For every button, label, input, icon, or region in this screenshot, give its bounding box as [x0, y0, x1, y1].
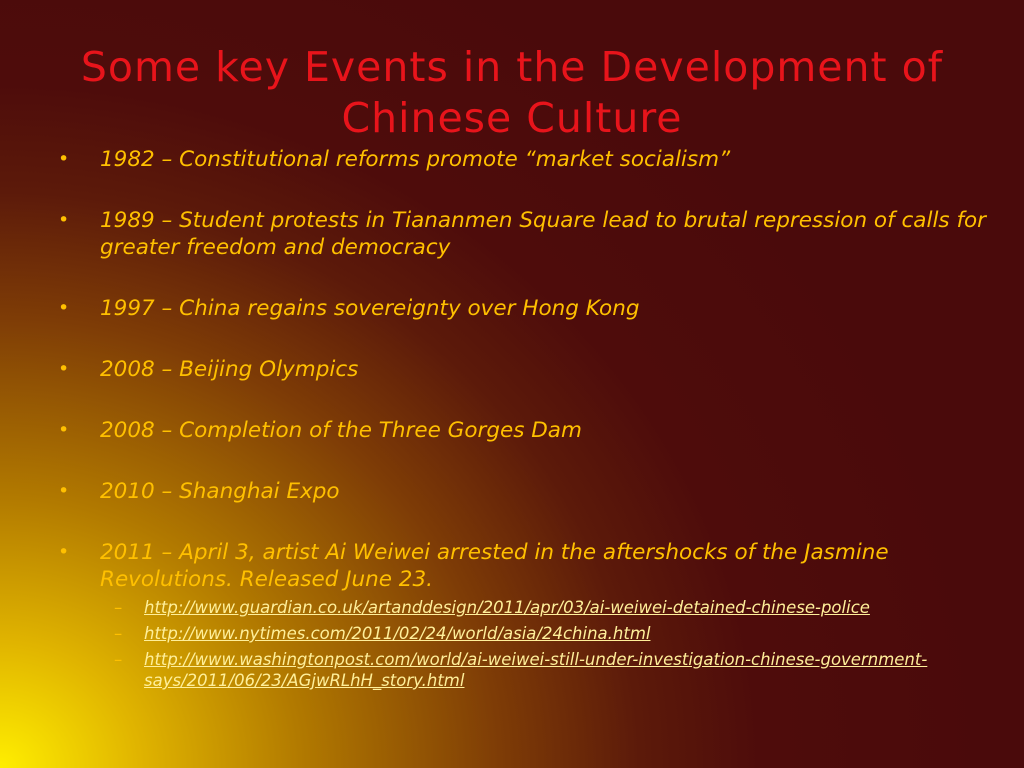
bullet-text: 1997 – China regains sovereignty over Hong Kong	[100, 296, 640, 321]
bullet-text: 1989 – Student protests in Tiananmen Square lead to brutal repression of calls for greater freedom and democracy	[100, 208, 987, 260]
link-list	[100, 597, 988, 691]
dash-icon: –	[114, 650, 123, 669]
bullet-icon: •	[58, 209, 70, 231]
link-item	[100, 649, 988, 691]
bullet-icon: •	[58, 358, 70, 380]
bullet-item	[58, 478, 988, 505]
washingtonpost-link[interactable]: http://www.washingtonpost.com/world/ai-weiwei-still-under-investigation-chinese-government-says/2011/06/23/AGjwRLhH_story.html	[144, 650, 928, 690]
bullet-list	[58, 146, 988, 696]
bullet-item	[58, 207, 988, 261]
bullet-icon: •	[58, 480, 70, 502]
nytimes-link[interactable]: http://www.nytimes.com/2011/02/24/world/asia/24china.html	[144, 624, 651, 643]
bullet-item	[58, 417, 988, 444]
bullet-text: 2008 – Beijing Olympics	[100, 357, 359, 382]
bullet-icon: •	[58, 541, 70, 563]
bullet-icon: •	[58, 297, 70, 319]
dash-icon: –	[114, 598, 123, 617]
bullet-text: 1982 – Constitutional reforms promote “market socialism”	[100, 147, 731, 172]
bullet-item	[58, 295, 988, 322]
bullet-item	[58, 146, 988, 173]
bullet-icon: •	[58, 148, 70, 170]
bullet-text: 2010 – Shanghai Expo	[100, 479, 340, 504]
bullet-item	[58, 539, 988, 691]
slide-title: Some key Events in the Development of Chinese Culture	[80, 43, 944, 142]
link-item	[100, 597, 988, 618]
bullet-text: 2011 – April 3, artist Ai Weiwei arrested in the aftershocks of the Jasmine Revolutions. Released June 23.	[100, 540, 889, 592]
bullet-item	[58, 356, 988, 383]
bullet-icon: •	[58, 419, 70, 441]
dash-icon: –	[114, 624, 123, 643]
link-item	[100, 623, 988, 644]
bullet-text: 2008 – Completion of the Three Gorges Dam	[100, 418, 582, 443]
guardian-link[interactable]: http://www.guardian.co.uk/artanddesign/2011/apr/03/ai-weiwei-detained-chinese-police	[144, 598, 870, 617]
